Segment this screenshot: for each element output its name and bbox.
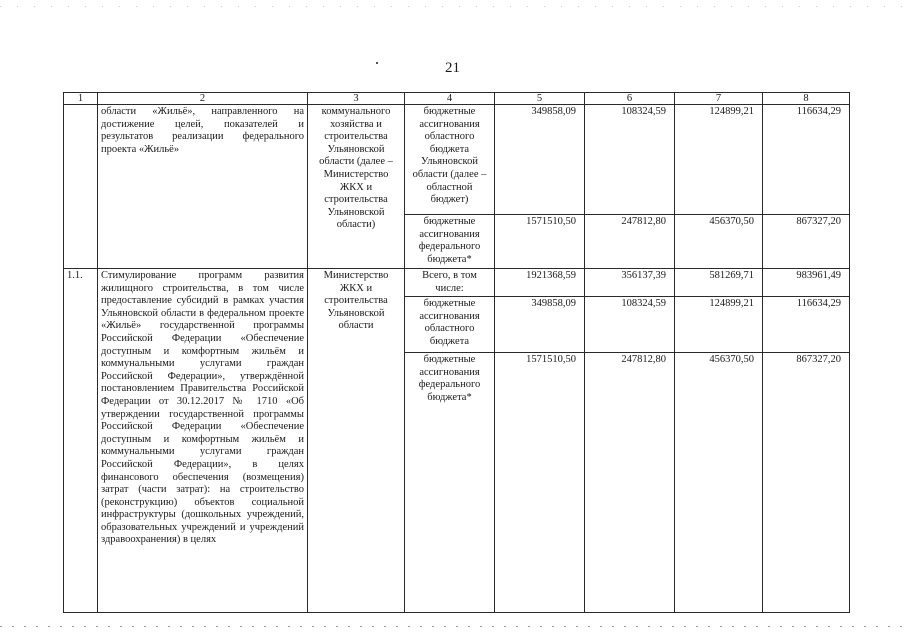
scan-top-edge xyxy=(0,6,905,7)
column-number: 7 xyxy=(675,93,763,105)
page-number: 21 xyxy=(445,60,460,76)
budget-table xyxy=(63,92,850,613)
scan-bottom-edge xyxy=(0,626,905,627)
amount-total: 1921368,59 xyxy=(495,269,585,297)
amount-year-3: 867327,20 xyxy=(763,353,850,613)
column-number: 2 xyxy=(98,93,308,105)
amount-total: 1571510,50 xyxy=(495,353,585,613)
amount-year-1: 247812,80 xyxy=(585,215,675,269)
amount-year-2: 124899,21 xyxy=(675,297,763,353)
measure-name: Стимулирование программ развития жилищного строительства, в том числе предоставление субсидий в рамках участия Ульяновской области в федеральном проекте «Жильё» государственной программы Российской Федерации «Обеспечение доступным и комфортным жильём и коммунальными услугами граждан Российской Федерации», утверждённой постановлением Правительства Российской Федерации от 30.12.2017 № 1710 «Об утверждении государственной программы Российской Федерации «Обеспечение доступным и комфортным жильём и коммунальными услугами граждан Российской Федерации», в целях финансового обеспечения (возмещения) затрат (части затрат): на строительство (реконструкцию) объектов социальной инфраструктуры (дошкольных учреждений, образовательных учреждений и учреждений здравоохранения) в целях xyxy=(98,269,308,613)
item-number: 1.1. xyxy=(64,269,98,613)
funding-source: бюджетные ассигнования областного бюджета xyxy=(405,297,495,353)
column-number: 3 xyxy=(308,93,405,105)
amount-year-2: 456370,50 xyxy=(675,353,763,613)
funding-source: бюджетные ассигнования федерального бюджета* xyxy=(405,215,495,269)
amount-year-2: 456370,50 xyxy=(675,215,763,269)
funding-source: Всего, в том числе: xyxy=(405,269,495,297)
amount-year-1: 356137,39 xyxy=(585,269,675,297)
amount-year-1: 108324,59 xyxy=(585,105,675,215)
amount-year-1: 108324,59 xyxy=(585,297,675,353)
amount-total: 349858,09 xyxy=(495,297,585,353)
table-row xyxy=(64,105,850,215)
column-number: 6 xyxy=(585,93,675,105)
amount-year-3: 983961,49 xyxy=(763,269,850,297)
funding-source: бюджетные ассигнования федерального бюджета* xyxy=(405,353,495,613)
amount-year-3: 116634,29 xyxy=(763,105,850,215)
amount-year-1: 247812,80 xyxy=(585,353,675,613)
item-number xyxy=(64,105,98,269)
measure-name: области «Жильё», направленного на достижение целей, показателей и результатов реализации федерального проекта «Жильё» xyxy=(98,105,308,269)
amount-year-3: 867327,20 xyxy=(763,215,850,269)
table-row xyxy=(64,269,850,297)
amount-year-2: 581269,71 xyxy=(675,269,763,297)
column-number: 1 xyxy=(64,93,98,105)
amount-total: 1571510,50 xyxy=(495,215,585,269)
executor: коммунального хозяйства и строительства Ульяновской области (далее – Министерство ЖКХ и строительства Ульяновской области) xyxy=(308,105,405,269)
amount-year-3: 116634,29 xyxy=(763,297,850,353)
column-number-row xyxy=(64,93,850,105)
column-number: 8 xyxy=(763,93,850,105)
column-number: 4 xyxy=(405,93,495,105)
scan-speck xyxy=(376,62,378,64)
column-number: 5 xyxy=(495,93,585,105)
executor: Министерство ЖКХ и строительства Ульяновской области xyxy=(308,269,405,613)
amount-year-2: 124899,21 xyxy=(675,105,763,215)
funding-source: бюджетные ассигнования областного бюджета Ульяновской области (далее – областной бюджет) xyxy=(405,105,495,215)
amount-total: 349858,09 xyxy=(495,105,585,215)
